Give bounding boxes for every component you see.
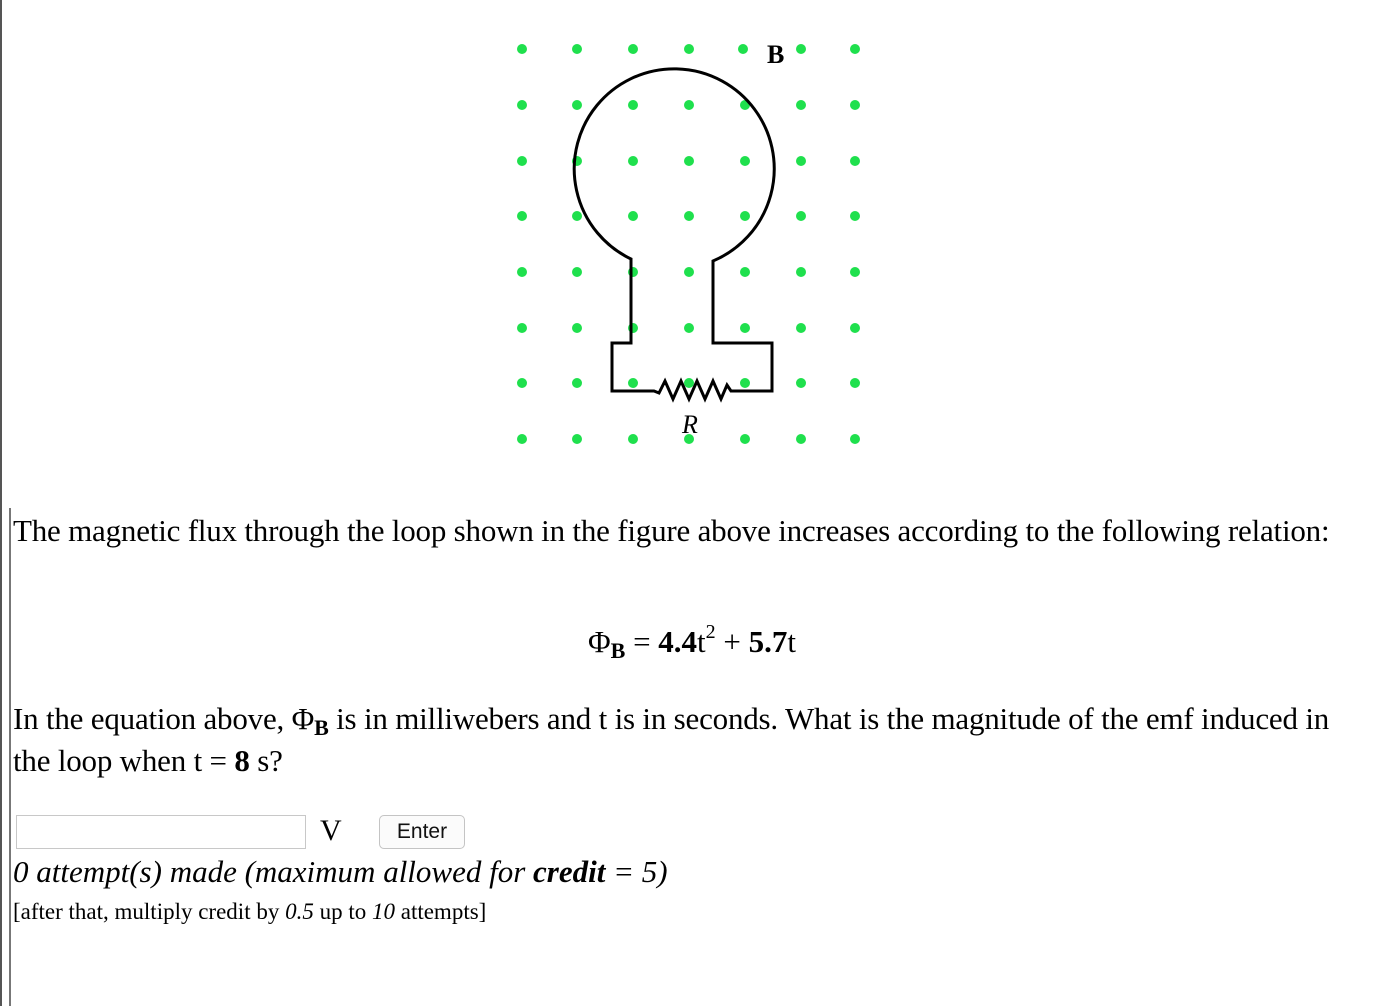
field-dot xyxy=(517,434,527,444)
field-dot xyxy=(740,323,750,333)
field-dot xyxy=(796,267,806,277)
field-dot xyxy=(517,211,527,221)
detail-subscript: B xyxy=(314,715,329,740)
eq-var1: t xyxy=(697,624,706,659)
field-dot xyxy=(628,434,638,444)
question-intro: The magnetic flux through the loop shown in the figure above increases according to the following relation: xyxy=(13,513,1330,548)
credit-policy xyxy=(13,896,486,928)
field-dot xyxy=(628,211,638,221)
answer-input[interactable] xyxy=(16,815,306,849)
policy-suffix: attempts] xyxy=(394,899,487,924)
field-dot xyxy=(572,211,582,221)
policy-middle: up to xyxy=(313,899,372,924)
attempts-close: ) xyxy=(657,854,668,889)
field-dot xyxy=(572,378,582,388)
field-dot xyxy=(628,156,638,166)
field-dot xyxy=(796,434,806,444)
attempts-eq: = xyxy=(605,854,642,889)
field-dot xyxy=(796,100,806,110)
field-dot xyxy=(850,378,860,388)
field-dot xyxy=(572,44,582,54)
field-dot xyxy=(796,323,806,333)
question-detail xyxy=(13,698,1373,782)
resistor-label: R xyxy=(682,410,698,439)
field-dot xyxy=(740,156,750,166)
field-dot xyxy=(572,267,582,277)
eq-var2: t xyxy=(787,624,797,659)
field-dot xyxy=(738,44,748,54)
field-dot xyxy=(517,100,527,110)
field-dot xyxy=(517,267,527,277)
field-dot xyxy=(572,100,582,110)
loop-wire xyxy=(574,69,774,399)
unit-label: V xyxy=(320,814,342,847)
field-dot xyxy=(796,211,806,221)
field-dot xyxy=(684,44,694,54)
field-dot xyxy=(684,211,694,221)
wire-loop xyxy=(574,69,774,399)
attempt-limit: 10 xyxy=(371,899,395,924)
eq-coef1: 4.4 xyxy=(658,624,698,659)
field-dot xyxy=(684,156,694,166)
detail-part2: is in milliwebers and t is in seconds. What is the magnitude of the emf induced in the loop when t = xyxy=(13,701,1330,778)
field-dot xyxy=(850,156,860,166)
field-dot xyxy=(850,267,860,277)
eq-coef2: 5.7 xyxy=(748,624,788,659)
credit-word: credit xyxy=(533,854,606,889)
field-dot xyxy=(796,378,806,388)
eq-phi-symbol: Φ xyxy=(587,624,611,659)
attempts-text: attempt(s) made (maximum allowed for xyxy=(28,854,534,889)
field-dot xyxy=(796,156,806,166)
field-dot xyxy=(740,267,750,277)
max-attempts: 5 xyxy=(641,854,658,889)
field-dot xyxy=(796,44,806,54)
field-dot xyxy=(517,156,527,166)
field-dot xyxy=(628,100,638,110)
detail-part3: s? xyxy=(249,743,283,778)
field-dot xyxy=(850,100,860,110)
field-dot xyxy=(740,378,750,388)
field-dot xyxy=(572,434,582,444)
policy-prefix: [after that, multiply credit by xyxy=(13,899,286,924)
question-border xyxy=(9,508,11,1006)
field-dot xyxy=(684,100,694,110)
flux-equation: $\Phi_B = 4.4t^2 + 5.7t$ xyxy=(587,621,797,663)
field-dot xyxy=(517,323,527,333)
loop-figure xyxy=(500,25,890,465)
field-label-b: B xyxy=(767,40,785,69)
field-dot xyxy=(517,378,527,388)
eq-subscript: B xyxy=(610,638,626,663)
field-dot xyxy=(628,378,638,388)
field-dot xyxy=(850,434,860,444)
attempt-count: 0 xyxy=(13,854,29,889)
field-dot xyxy=(850,44,860,54)
field-dot xyxy=(684,323,694,333)
field-dot xyxy=(740,434,750,444)
field-dot xyxy=(684,378,694,388)
attempts-status xyxy=(13,852,668,892)
field-dot xyxy=(740,211,750,221)
eq-plus: + xyxy=(723,624,741,659)
eq-exp1: 2 xyxy=(705,621,716,643)
field-dot xyxy=(572,323,582,333)
enter-button[interactable]: Enter xyxy=(379,815,465,849)
field-dot xyxy=(628,44,638,54)
field-dot xyxy=(850,323,860,333)
detail-part1: In the equation above, xyxy=(13,701,292,736)
field-dot xyxy=(684,267,694,277)
detail-phi: Φ xyxy=(291,701,315,736)
t-value: 8 xyxy=(234,743,250,778)
field-dots xyxy=(517,44,860,444)
field-dot xyxy=(850,211,860,221)
left-border xyxy=(0,0,2,1006)
field-dot xyxy=(517,44,527,54)
credit-multiplier: 0.5 xyxy=(285,899,314,924)
